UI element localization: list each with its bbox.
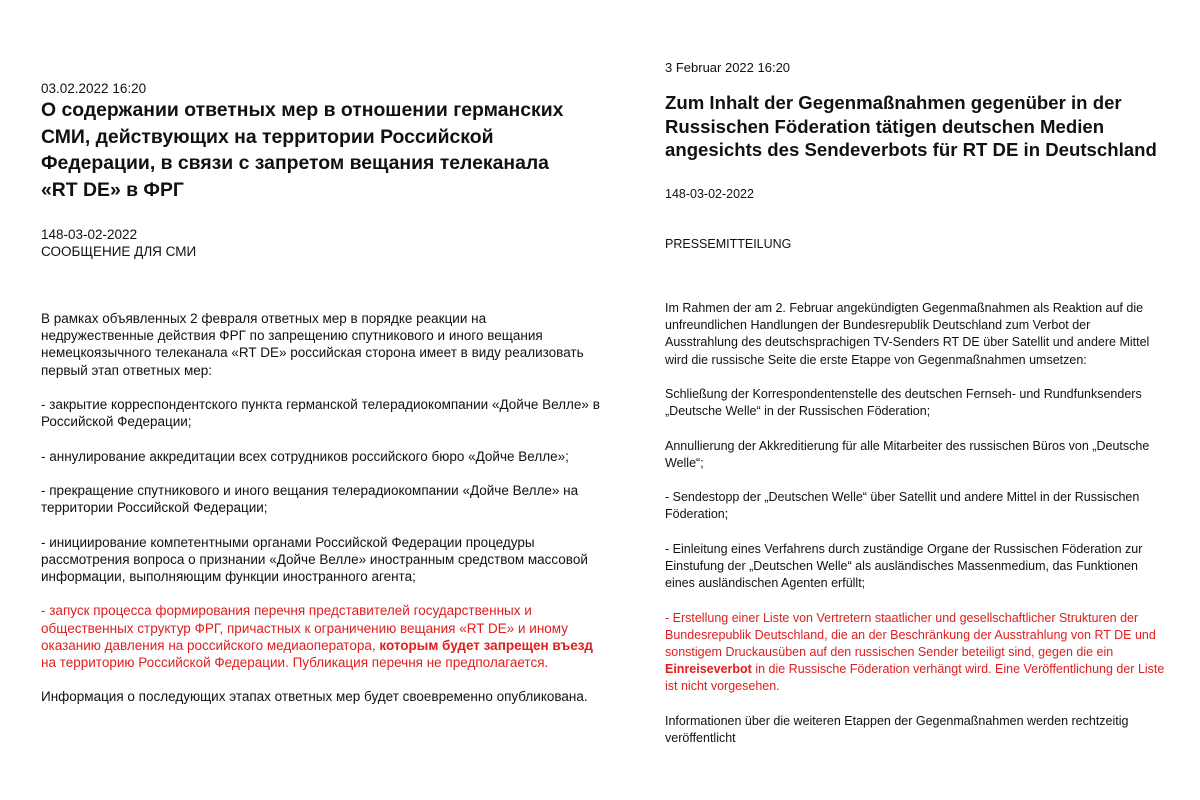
de-title: Zum Inhalt der Gegenmaßnahmen gegenüber in der Russischen Föderation tätigen deutschen Medien angesichts des Sendeverbots für RT DE in Deutschland	[665, 92, 1157, 161]
ru-intro: В рамках объявленных 2 февраля ответных мер в порядке реакции на недружественные действия ФРГ по запрещению спутникового и иного вещания немецкоязычного телеканала «RT DE» российская сторона имеет в виду реализовать первый этап ответных мер:	[41, 311, 584, 378]
de-date: 3 Februar 2022 16:20	[665, 60, 791, 75]
ru-doc-number: 148-03-02-2022	[41, 227, 138, 242]
de-item-5-bold: Einreiseverbot	[665, 662, 752, 677]
ru-closing: Информация о последующих этапах ответных мер будет своевременно опубликована.	[41, 689, 588, 705]
de-item-5-part-1: - Erstellung einer Liste von Vertretern staatlicher und gesellschaftlicher Strukturen der Bundesrepublik Deutschland, die an der Beschränkung der Ausstrahlung von RT DE und sonstigem Druckausüben auf den russischen Sender beteiligt sind, gegen die ein	[665, 610, 1156, 659]
ru-title: О содержании ответных мер в отношении германских СМИ, действующих на территории Российской Федерации, в связи с запретом вещания телеканала «RT DE» в ФРГ	[41, 99, 564, 202]
ru-item-4: - инициирование компетентными органами Российской Федерации процедуры рассмотрения вопроса о признании «Дойче Велле» иностранным средством массовой информации, выполняющим функции иностранного агента;	[41, 534, 588, 584]
ru-item-5-bold: которым будет запрещен въезд	[379, 637, 593, 653]
de-item-5-highlighted	[665, 610, 1165, 696]
ru-body	[41, 310, 601, 706]
ru-item-5-highlighted	[41, 602, 601, 671]
de-item-2: Annullierung der Akkreditierung für alle Mitarbeiter des russischen Büros von „Deutsche Welle“;	[665, 438, 1150, 470]
de-intro: Im Rahmen der am 2. Februar angekündigten Gegenmaßnahmen als Reaktion auf die unfreundlichen Handlungen der Bundesrepublik Deutschland zum Verbot der Ausstrahlung des deutschsprachigen TV-Senders RT DE über Satellit und andere Mittel wird die russische Seite die erste Etappe von Gegenmaßnahmen umsetzen:	[665, 301, 1150, 367]
de-doc-type: PRESSEMITTEILUNG	[665, 237, 792, 251]
ru-date: 03.02.2022 16:20	[41, 81, 147, 96]
de-item-4: - Einleitung eines Verfahrens durch zuständige Organe der Russischen Föderation zur Einstufung der „Deutschen Welle“ als ausländisches Massenmedium, das Funktionen eines ausländischen Agenten erfüllt;	[665, 541, 1143, 591]
ru-item-5-part-2: на территорию Российской Федерации. Публикация перечня не предполагается.	[41, 654, 549, 670]
ru-item-5-part-1: - запуск процесса формирования перечня представителей государственных и общественных структур ФРГ, причастных к ограничению вещания «RT DE» и иному оказанию давления на российского медиаоператора,	[41, 603, 568, 653]
de-closing: Informationen über die weiteren Etappen der Gegenmaßnahmen werden rechtzeitig veröffentlicht	[665, 713, 1129, 745]
de-body	[665, 300, 1165, 747]
ru-item-3: - прекращение спутникового и иного вещания телерадиокомпании «Дойче Велле» на территории Российской Федерации;	[41, 482, 579, 516]
ru-item-2: - аннулирование аккредитации всех сотрудников российского бюро «Дойче Велле»;	[41, 448, 569, 464]
de-item-5-part-2: in die Russische Föderation verhängt wird. Eine Veröffentlichung der Liste ist nicht vorgesehen.	[665, 662, 1165, 694]
de-item-3: - Sendestopp der „Deutschen Welle“ über Satellit und andere Mittel in der Russischen Föderation;	[665, 490, 1140, 522]
ru-item-1: - закрытие корреспондентского пункта германской телерадиокомпании «Дойче Велле» в Российской Федерации;	[41, 397, 600, 430]
de-doc-number: 148-03-02-2022	[665, 187, 754, 201]
de-item-1: Schließung der Korrespondentenstelle des deutschen Fernseh- und Rundfunksenders „Deutsche Welle“ in der Russischen Föderation;	[665, 387, 1142, 419]
ru-doc-type: СООБЩЕНИЕ ДЛЯ СМИ	[41, 244, 197, 259]
